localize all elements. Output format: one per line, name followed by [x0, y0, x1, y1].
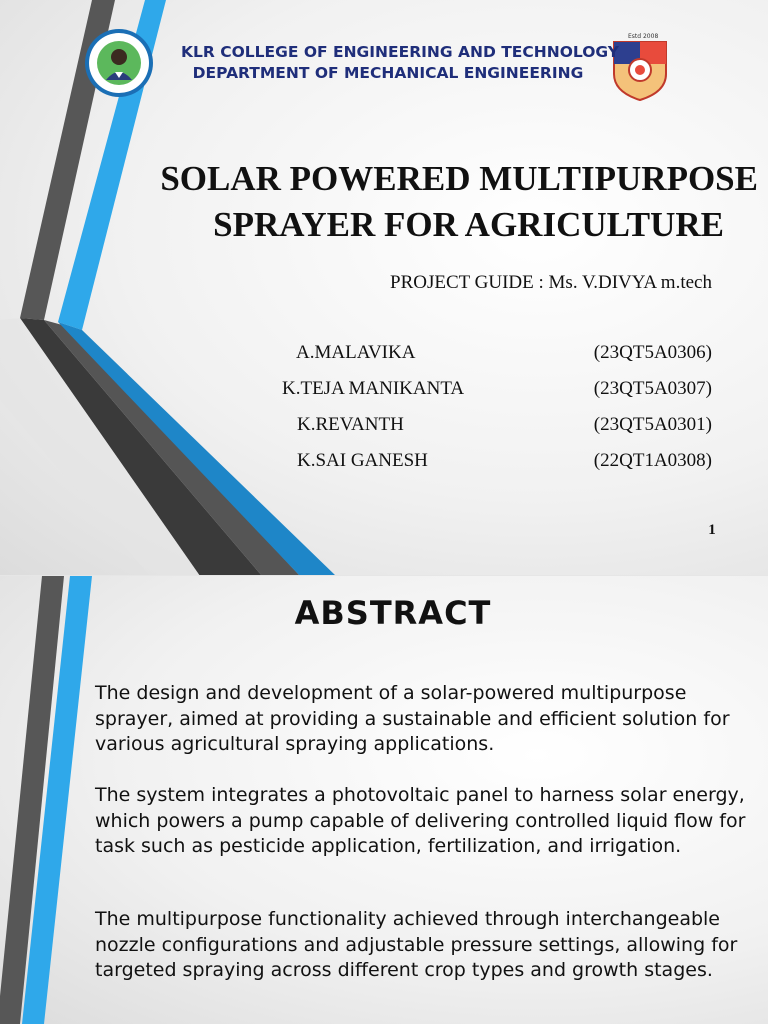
team-members-list — [0, 342, 768, 486]
abstract-heading: ABSTRACT — [294, 594, 492, 632]
college-logo — [84, 28, 154, 98]
college-name: KLR COLLEGE OF ENGINEERING AND TECHNOLOGY — [181, 43, 619, 61]
member-roll-number: (22QT1A0308) — [593, 450, 712, 471]
member-roll-number: (23QT5A0306) — [593, 342, 712, 363]
abstract-paragraph: The system integrates a photovoltaic panel to harness solar energy, which powers a pump capable of delivering controlled liquid flow for task such as pesticide application, fertilization, and irrigation. — [95, 784, 746, 857]
abstract-paragraph: The multipurpose functionality achieved through interchangeable nozzle configurations and adjustable pressure settings, allowing for targeted spraying across different crop types and growth stages. — [95, 908, 738, 981]
member-name: K.REVANTH — [297, 414, 404, 435]
member-name: A.MALAVIKA — [296, 342, 416, 363]
member-row — [0, 378, 768, 414]
svg-text:Estd 2008: Estd 2008 — [628, 33, 659, 40]
member-roll-number: (23QT5A0301) — [593, 414, 712, 435]
member-row — [0, 450, 768, 486]
member-row — [0, 414, 768, 450]
abstract-slide — [0, 576, 768, 1024]
member-roll-number: (23QT5A0307) — [593, 378, 712, 399]
presentation-title — [60, 156, 760, 248]
title-line-1: SOLAR POWERED MULTIPURPOSE — [160, 159, 758, 198]
abstract-paragraph: The design and development of a solar-powered multipurpose sprayer, aimed at providing a sustainable and efficient solution for various agricultural spraying applications. — [95, 682, 730, 755]
project-guide: PROJECT GUIDE : Ms. V.DIVYA m.tech — [390, 272, 712, 293]
member-name: K.SAI GANESH — [297, 450, 428, 471]
member-name: K.TEJA MANIKANTA — [282, 378, 465, 399]
department-name: DEPARTMENT OF MECHANICAL ENGINEERING — [192, 64, 584, 82]
college-header — [150, 42, 650, 84]
slide-number: 1 — [708, 522, 716, 538]
member-row — [0, 342, 768, 378]
title-line-2: SPRAYER FOR AGRICULTURE — [213, 205, 724, 244]
